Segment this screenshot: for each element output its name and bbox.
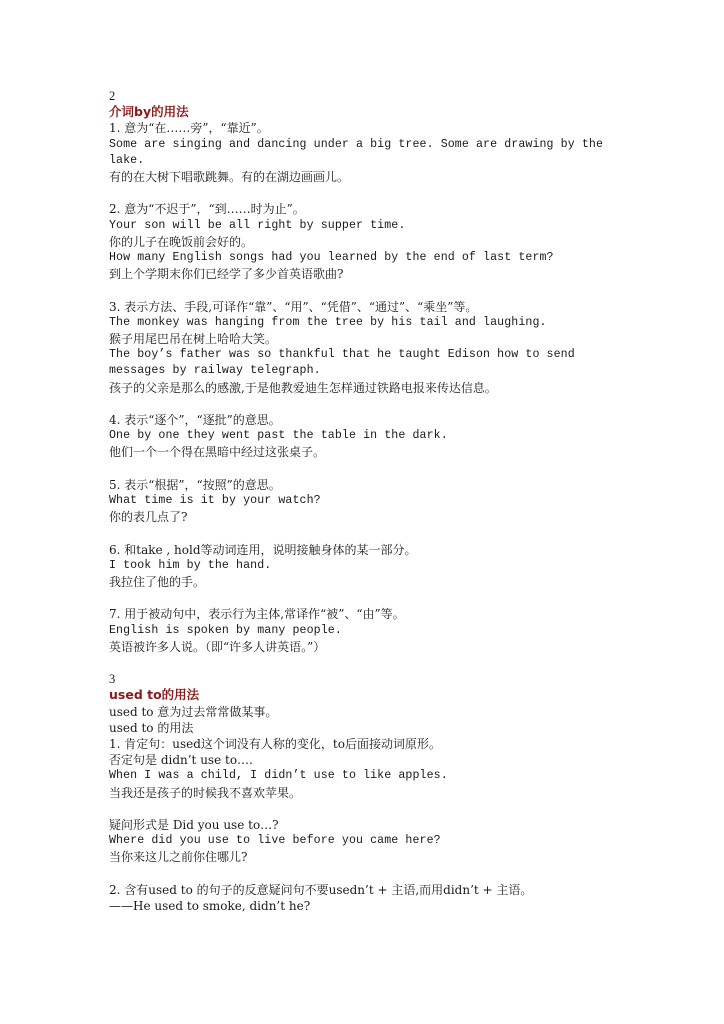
chinese-line: 猴子用尾巴吊在树上哈哈大笑。 bbox=[109, 332, 278, 347]
english-example: The boy’s father was so thankful that he taught Edison how to send messages by railway telegraph. bbox=[109, 348, 582, 378]
item-title: 5. 表示“根据”，“按照”的意思。 bbox=[109, 477, 281, 492]
paragraph-gap bbox=[109, 866, 615, 882]
intro-line: used to 的用法 bbox=[109, 720, 194, 735]
paragraph-gap bbox=[109, 525, 615, 541]
english-example: I took him by the hand. bbox=[109, 558, 272, 572]
english-example: Your son will be all right by supper time. bbox=[109, 218, 406, 232]
chinese-line: 你的表几点了? bbox=[109, 510, 188, 525]
paragraph-gap bbox=[109, 461, 615, 477]
chinese-line: ——He used to smoke, didn’t he? bbox=[109, 899, 311, 914]
paragraph-gap bbox=[109, 282, 615, 298]
paragraph-gap bbox=[109, 801, 615, 817]
document-page bbox=[109, 88, 615, 914]
section-number: 2 bbox=[109, 89, 116, 103]
chinese-line: 有的在大树下唱歌跳舞。有的在湖边画画儿。 bbox=[109, 170, 350, 185]
item-title: 2. 含有used to 的句子的反意疑问句不要usedn’t + 主语,而用didn’t + 主语。 bbox=[109, 882, 533, 897]
item-title: 6. 和take , hold等动词连用，说明接触身体的某一部分。 bbox=[109, 542, 417, 557]
chinese-line: 当你来这儿之前你住哪儿? bbox=[109, 850, 248, 865]
chinese-line: 你的儿子在晚饭前会好的。 bbox=[109, 234, 254, 249]
chinese-line: 英语被许多人说。（即“许多人讲英语。”） bbox=[109, 639, 326, 654]
english-example: Some are singing and dancing under a big tree. Some are drawing by the lake. bbox=[109, 137, 611, 167]
english-example: When I was a child, I didn’t use to like apples. bbox=[109, 769, 448, 783]
chinese-line: 我拉住了他的手。 bbox=[109, 575, 206, 590]
paragraph-gap bbox=[109, 185, 615, 201]
english-example: How many English songs had you learned by the end of last term? bbox=[109, 251, 554, 265]
paragraph-gap bbox=[109, 396, 615, 412]
item-title: 4. 表示“逐个”，“逐批”的意思。 bbox=[109, 413, 281, 428]
paragraph-gap bbox=[109, 590, 615, 606]
english-example: English is spoken by many people. bbox=[109, 623, 342, 637]
english-example: What time is it by your watch? bbox=[109, 494, 321, 508]
chinese-line: 否定句是 didn’t use to…. bbox=[109, 753, 253, 768]
english-example: One by one they went past the table in the dark. bbox=[109, 429, 448, 443]
item-title: 7. 用于被动句中，表示行为主体,常译作“被”、“由”等。 bbox=[109, 607, 405, 622]
english-example: Where did you use to live before you came here? bbox=[109, 834, 441, 848]
item-title: 3. 表示方法、手段,可译作“靠”、“用”、“凭借”、“通过”、“乘坐”等。 bbox=[109, 299, 478, 314]
paragraph-gap bbox=[109, 655, 615, 671]
chinese-line: 到上个学期末你们已经学了多少首英语歌曲? bbox=[109, 267, 344, 282]
section-number: 3 bbox=[109, 672, 116, 687]
item-title: 1. 肯定句：used这个词没有人称的变化，to后面接动词原形。 bbox=[109, 737, 441, 752]
english-example: The monkey was hanging from the tree by his tail and laughing. bbox=[109, 315, 547, 329]
chinese-line: 他们一个一个得在黑暗中经过这张桌子。 bbox=[109, 445, 326, 460]
chinese-line: 孩子的父亲是那么的感激,于是他教爱迪生怎样通过铁路电报来传达信息。 bbox=[109, 380, 497, 395]
chinese-line: 当我还是孩子的时候我不喜欢苹果。 bbox=[109, 785, 302, 800]
section-heading: 介词by的用法 bbox=[109, 104, 189, 120]
intro-line: used to 意为过去常常做某事。 bbox=[109, 704, 278, 719]
section-heading: used to的用法 bbox=[109, 687, 200, 703]
item-title: 2. 意为“不迟于”，“到……时为止”。 bbox=[109, 202, 305, 217]
chinese-line: 疑问形式是 Did you use to…? bbox=[109, 818, 279, 833]
item-title: 1. 意为“在……旁”，“靠近”。 bbox=[109, 121, 269, 136]
